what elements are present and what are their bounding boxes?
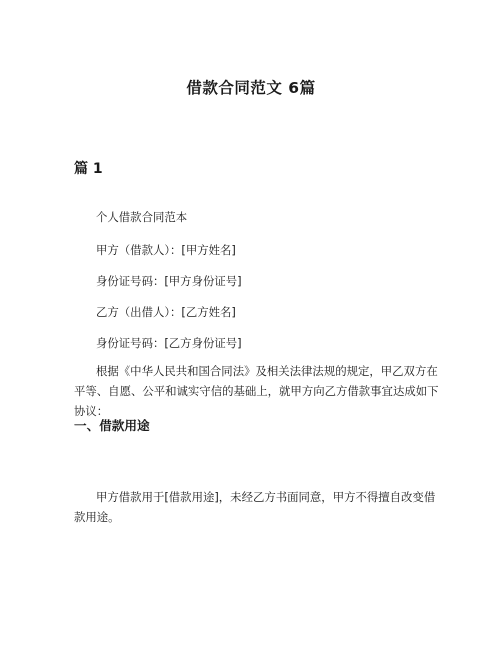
- paragraph-party-b: 乙方（出借人）：[乙方姓名]: [96, 305, 236, 319]
- clause-paragraph-purpose: 甲方借款用于[借款用途]，未经乙方书面同意，甲方不得擅自改变借款用途。: [74, 490, 436, 524]
- paragraph-party-b-id: 身份证号码：[乙方身份证号]: [96, 336, 242, 350]
- section-title: 篇 1: [74, 161, 103, 177]
- paragraph-preamble: 根据《中华人民共和国合同法》及相关法律法规的规定，甲乙双方在平等、自愿、公平和诚实守信的基础上，就甲方向乙方借款事宜达成如下协议：: [74, 364, 439, 418]
- paragraph-party-a-id: 身份证号码：[甲方身份证号]: [96, 274, 242, 288]
- clause-heading-purpose: 一、借款用途: [74, 418, 150, 433]
- document-title: 借款合同范文 6篇: [186, 79, 316, 97]
- paragraph-party-a: 甲方（借款人）：[甲方姓名]: [96, 243, 236, 257]
- paragraph-contract-name: 个人借款合同范本: [96, 210, 188, 224]
